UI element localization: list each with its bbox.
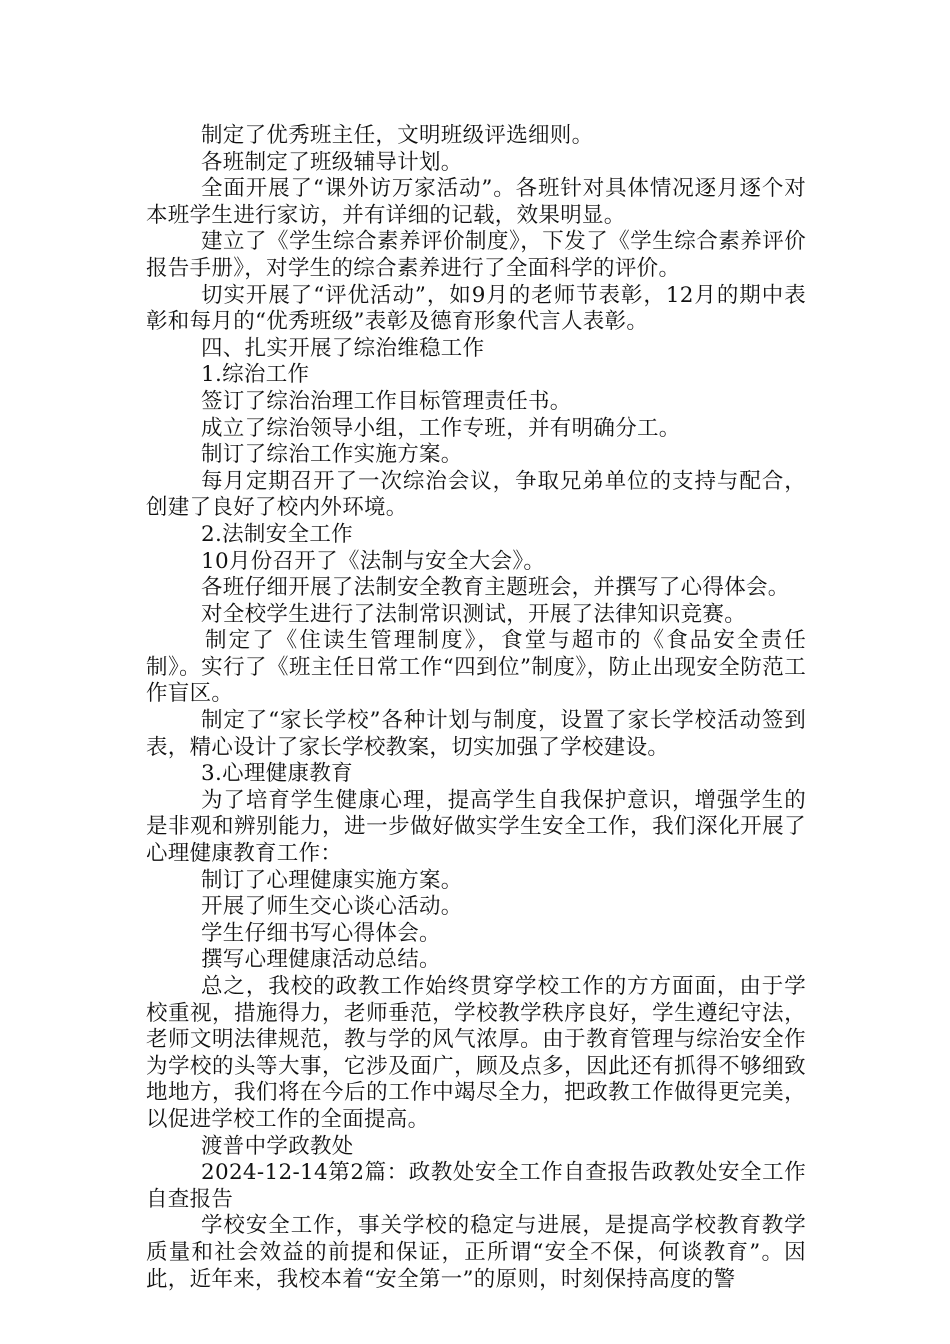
paragraph: 制订了心理健康实施方案。 <box>201 867 463 893</box>
paragraph: 撰写心理健康活动总结。 <box>201 947 441 973</box>
paragraph: 各班制定了班级辅导计划。 <box>201 149 463 175</box>
paragraph: 开展了师生交心谈心活动。 <box>201 894 463 920</box>
paragraph: 全面开展了“课外访万家活动”。各班针对具体情况逐月逐个对本班学生进行家访，并有详细的记载，效果明显。 <box>146 176 806 228</box>
paragraph: 每月定期召开了一次综治会议，争取兄弟单位的支持与配合，创建了良好了校内外环境。 <box>146 468 806 521</box>
paragraph: 制定了《住读生管理制度》，食堂与超市的《食品安全责任制》。实行了《班主任日常工作“四到位”制度》，防止出现安全防范工作盲区。 <box>146 628 806 707</box>
paragraph: 总之，我校的政教工作始终贯穿学校工作的方方面面，由于学校重视，措施得力，老师垂范，学校教学秩序良好，学生遵纪守法，老师文明法律规范，教与学的风气浓厚。由于教育管理与综治安全作为学校的头等大事，它涉及面广，顾及点多，因此还有抓得不够细致地地方，我们将在今后的工作中竭尽全力，把政教工作做得更完美，以促进学校工作的全面提高。 <box>146 974 806 1132</box>
paragraph: 2024-12-14第2篇：政教处安全工作自查报告政教处安全工作自查报告 <box>146 1160 806 1212</box>
paragraph: 各班仔细开展了法制安全教育主题班会，并撰写了心得体会。 <box>201 575 790 601</box>
subsection-heading: 3.心理健康教育 <box>201 761 353 787</box>
paragraph: 10月份召开了《法制与安全大会》。 <box>201 548 546 574</box>
subsection-heading: 2.法制安全工作 <box>201 521 353 547</box>
paragraph: 制定了“家长学校”各种计划与制度，设置了家长学校活动签到表，精心设计了家长学校教案，切实加强了学校建设。 <box>146 708 806 760</box>
subsection-heading: 1.综治工作 <box>201 362 310 388</box>
document-page <box>146 123 806 1293</box>
signature-line: 渡普中学政教处 <box>201 1133 354 1159</box>
paragraph: 建立了《学生综合素养评价制度》，下发了《学生综合素养评价报告手册》，对学生的综合素养进行了全面科学的评价。 <box>146 229 806 281</box>
paragraph: 学生仔细书写心得体会。 <box>201 920 441 946</box>
paragraph: 切实开展了“评优活动”，如9月的老师节表彰，12月的期中表彰和每月的“优秀班级”表彰及德育形象代言人表彰。 <box>146 282 806 335</box>
paragraph: 制定了优秀班主任，文明班级评选细则。 <box>201 123 594 148</box>
paragraph: 成立了综治领导小组，工作专班，并有明确分工。 <box>201 415 681 441</box>
paragraph: 学校安全工作，事关学校的稳定与进展，是提高学校教育教学质量和社会效益的前提和保证，正所谓“安全不保，何谈教育”。因此，近年来，我校本着“安全第一”的原则，时刻保持高度的警 <box>146 1213 806 1292</box>
paragraph: 签订了综治治理工作目标管理责任书。 <box>201 388 572 414</box>
section-heading: 四、扎实开展了综治维稳工作 <box>201 335 485 361</box>
paragraph: 对全校学生进行了法制常识测试，开展了法律知识竞赛。 <box>201 601 747 627</box>
paragraph: 为了培育学生健康心理，提高学生自我保护意识，增强学生的是非观和辨别能力，进一步做好做实学生安全工作，我们深化开展了心理健康教育工作： <box>146 787 806 867</box>
paragraph: 制订了综治工作实施方案。 <box>201 442 463 468</box>
